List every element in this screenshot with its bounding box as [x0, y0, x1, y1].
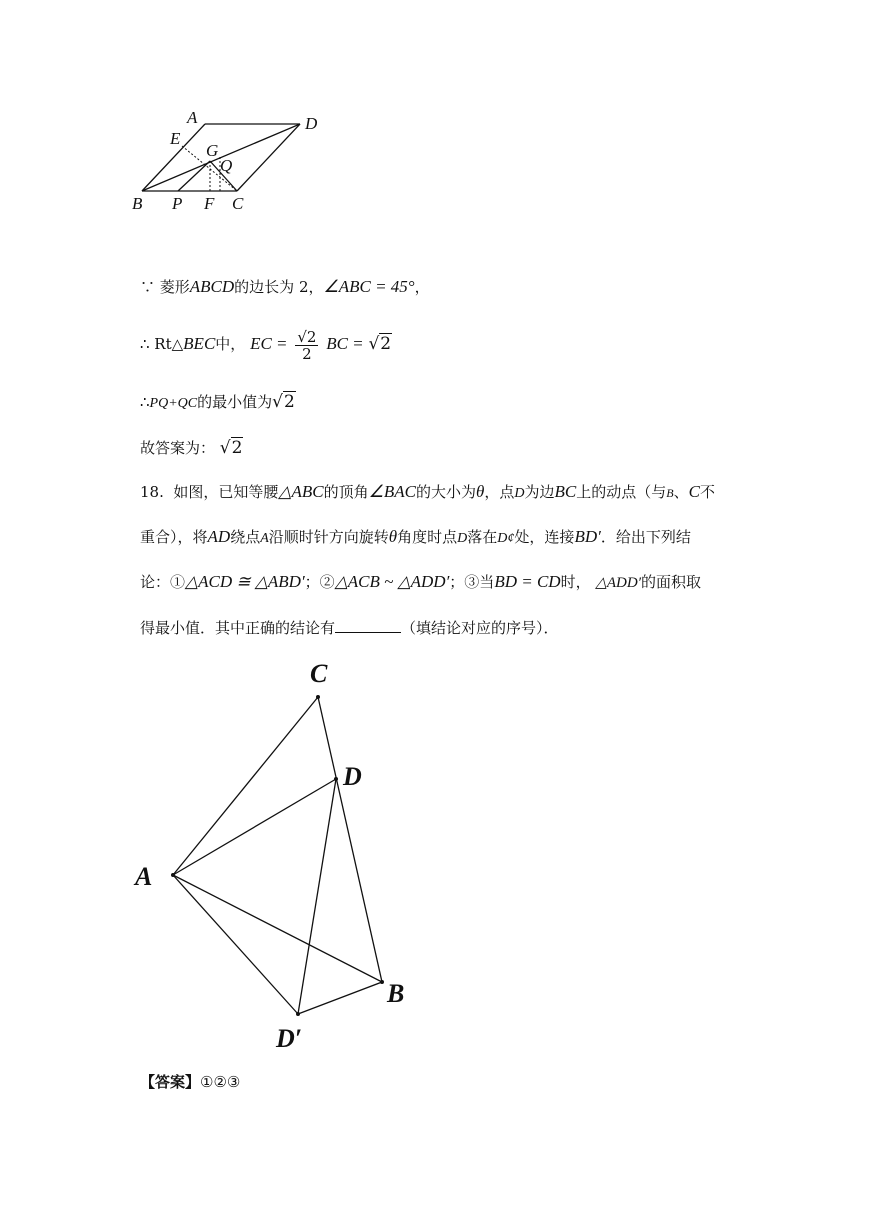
label-C: C [232, 194, 244, 213]
answer-line [140, 1070, 240, 1094]
label-E: E [170, 129, 181, 148]
triangle-figure [125, 655, 425, 1055]
question-18-line-1: 18. 如图，已知等腰△ABC的顶角∠BAC的大小为θ，点D为边BC上的动点（与B、C不 [140, 482, 715, 501]
label-A: A [187, 108, 198, 127]
label-G: G [206, 141, 219, 160]
answer-blank [335, 618, 401, 633]
label-D: D [305, 114, 318, 133]
fraction: $\frac{√2}{2}$ [297, 327, 317, 363]
solution-line-2: ∴ Rt△BEC中， EC = $\frac{√2}{2}$ BC = √2 [140, 327, 392, 363]
question-18-line-3: 论：①△ACD ≅ △ABD′；②△ACB ~ △ADD′；③当BD = CD时， △ADD′的面积取 [140, 572, 702, 591]
solution-line-1: ∵ 菱形ABCD的边长为 2，∠ABC = 45°， [140, 277, 430, 296]
solution-line-4: 故答案为： √2 [140, 438, 243, 458]
question-18-line-4: 得最小值．其中正确的结论有 （填结论对应的序号）． [140, 619, 559, 637]
label-P: P [172, 194, 183, 213]
label-D2: D [343, 762, 362, 791]
answer-value: ①②③ [200, 1073, 241, 1091]
label-F: F [204, 194, 215, 213]
label-C2: C [310, 659, 328, 688]
label-Dprime: D′ [276, 1024, 303, 1053]
rhombus-figure [120, 105, 350, 217]
label-B2: B [387, 979, 405, 1008]
question-18-line-2: 重合），将AD绕点A沿顺时针方向旋转θ角度时点D落在D¢处，连接BD′．给出下列结 [140, 527, 691, 546]
label-B: B [132, 194, 143, 213]
solution-line-3: ∴PQ+QC的最小值为√2 [140, 392, 295, 412]
answer-label: 【答案】 [140, 1073, 201, 1091]
label-A2: A [135, 862, 153, 891]
label-Q: Q [220, 156, 233, 175]
